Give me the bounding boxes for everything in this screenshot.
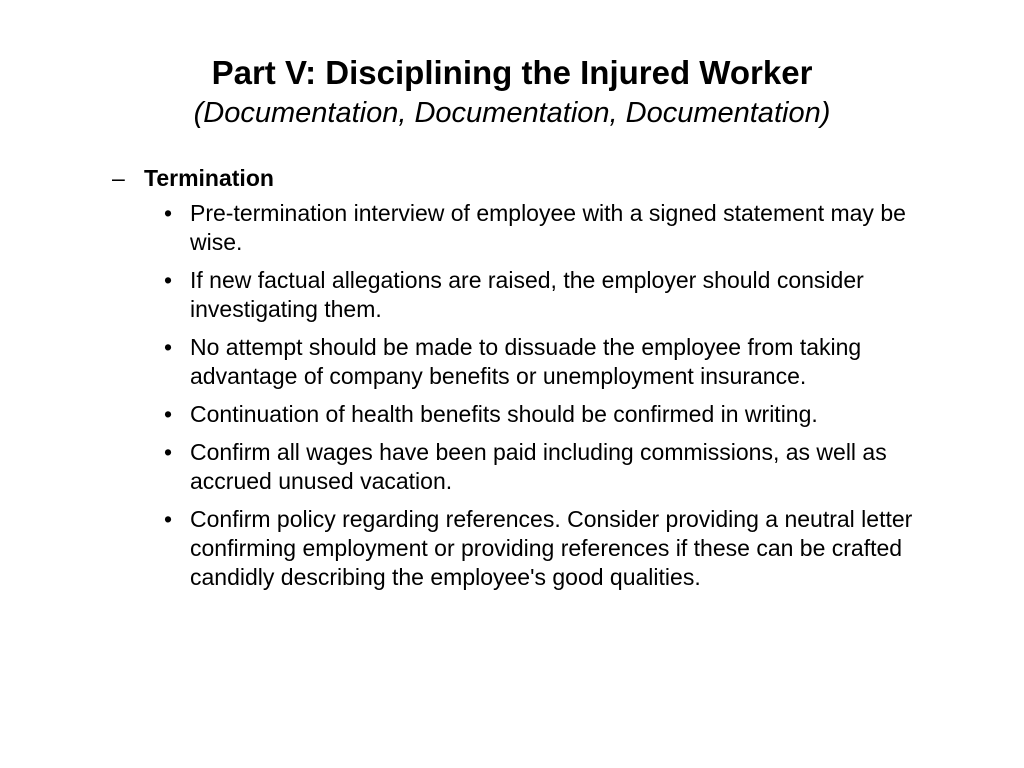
title-block [0, 52, 1024, 132]
bullet-marker: • [164, 439, 173, 465]
bullet-text: Confirm policy regarding references. Consider providing a neutral letter confirming employment or providing references if these can be crafted candidly describing the employee's good qualities. [190, 506, 913, 590]
bullet-list [112, 199, 962, 592]
dash-marker: – [112, 165, 125, 191]
bullet-text: If new factual allegations are raised, the employer should consider investigating them. [190, 267, 864, 322]
bullet-text: Pre-termination interview of employee with a signed statement may be wise. [190, 200, 906, 255]
bullet-marker: • [164, 334, 173, 360]
section-label: Termination [144, 165, 274, 191]
slide-subtitle: (Documentation, Documentation, Documentation) [193, 97, 831, 129]
bullet-item [160, 199, 962, 257]
bullet-text: Continuation of health benefits should be confirmed in writing. [190, 401, 818, 427]
bullet-text: Confirm all wages have been paid including commissions, as well as accrued unused vacation. [190, 439, 887, 494]
bullet-marker: • [164, 200, 173, 226]
bullet-item [160, 505, 962, 592]
bullet-item [160, 400, 962, 429]
slide-content [112, 163, 962, 601]
section-termination [112, 163, 962, 193]
bullet-marker: • [164, 401, 173, 427]
bullet-item [160, 438, 962, 496]
bullet-marker: • [164, 267, 173, 293]
bullet-text: No attempt should be made to dissuade the employee from taking advantage of company benefits or unemployment insurance. [190, 334, 862, 389]
bullet-marker: • [164, 506, 173, 532]
bullet-item [160, 266, 962, 324]
bullet-item [160, 333, 962, 391]
slide-title: Part V: Disciplining the Injured Worker [211, 54, 813, 91]
